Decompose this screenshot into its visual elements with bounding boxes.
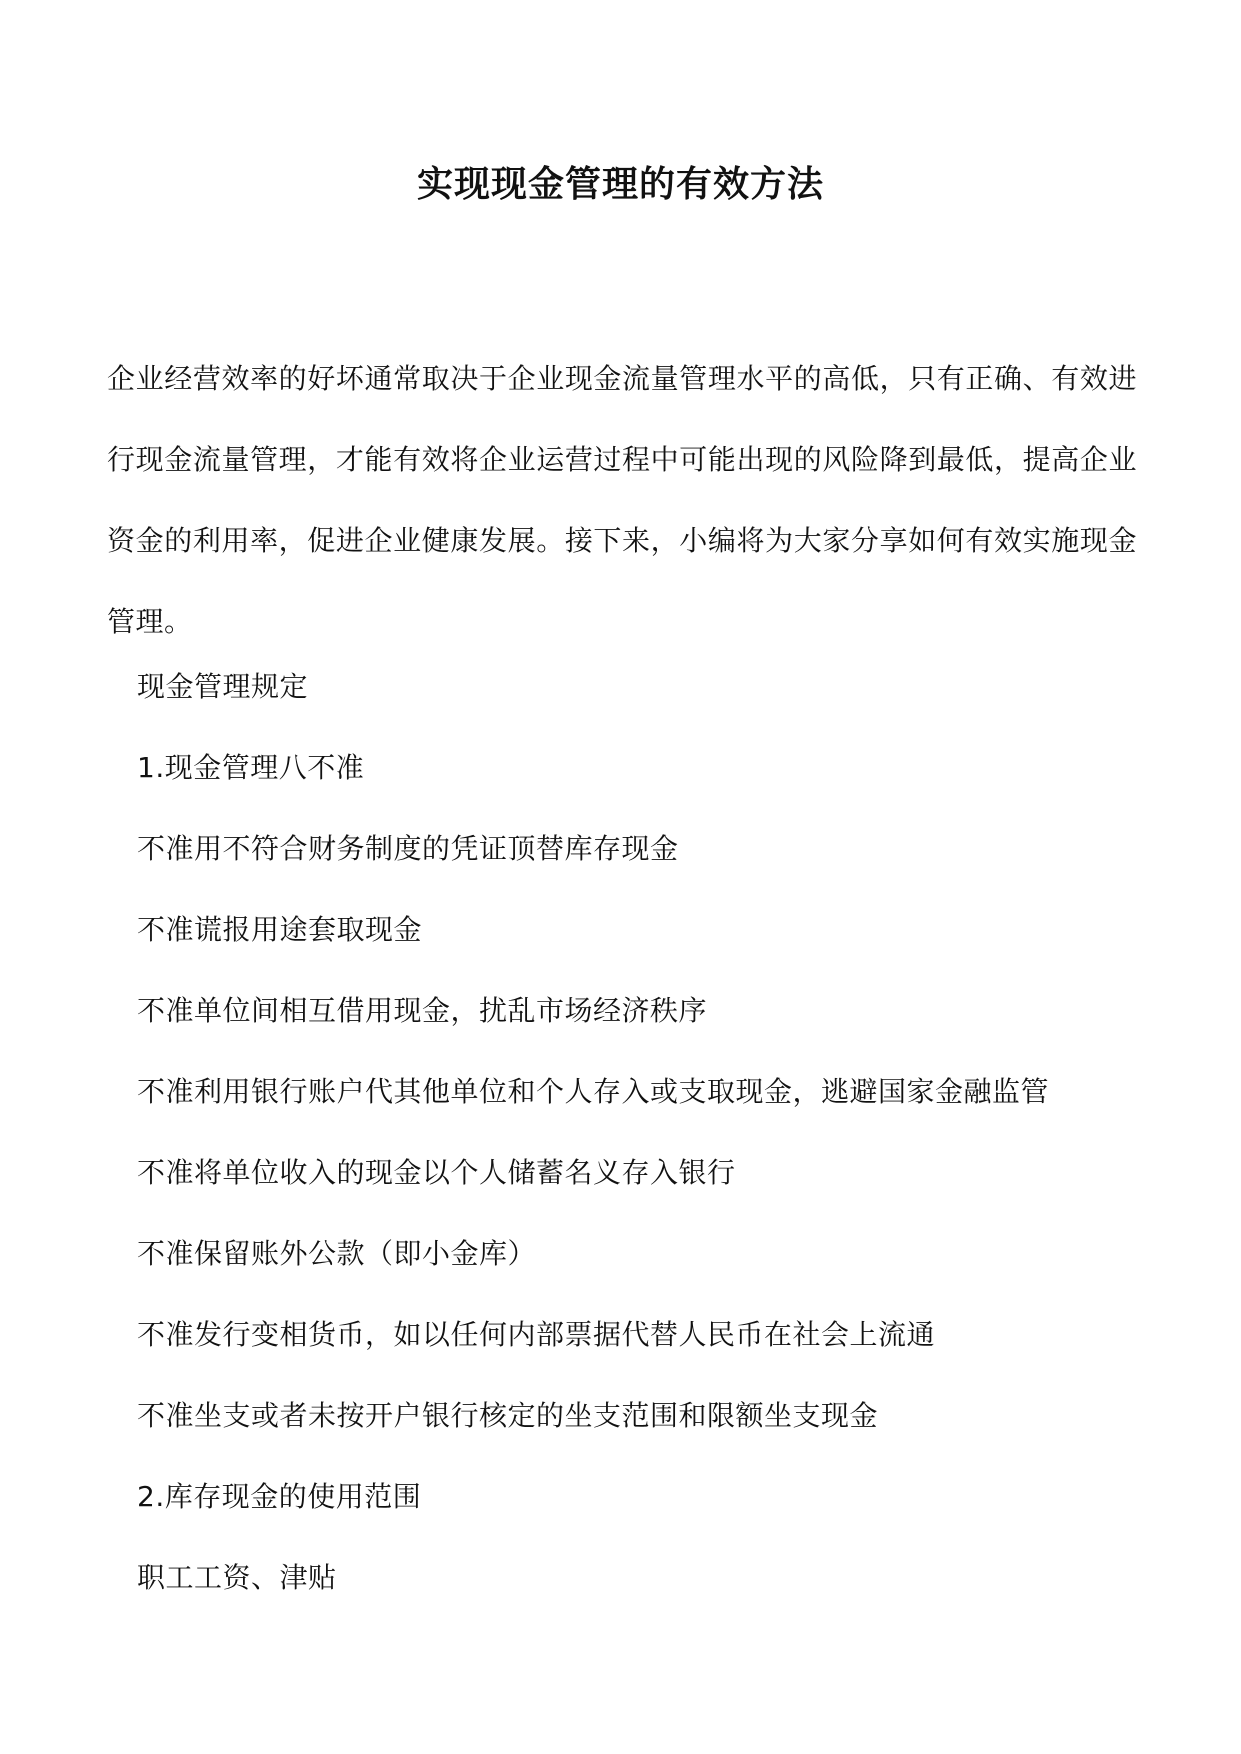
usage-item: 职工工资、津贴 xyxy=(137,1561,337,1594)
rule-item: 不准用不符合财务制度的凭证顶替库存现金 xyxy=(137,832,679,865)
rule-item: 不准谎报用途套取现金 xyxy=(137,913,423,946)
rule-item: 不准发行变相货币，如以任何内部票据代替人民币在社会上流通 xyxy=(137,1318,936,1351)
rule-item: 不准将单位收入的现金以个人储蓄名义存入银行 xyxy=(137,1156,736,1189)
rule-item: 不准单位间相互借用现金，扰乱市场经济秩序 xyxy=(137,994,708,1027)
rule-item: 不准利用银行账户代其他单位和个人存入或支取现金，逃避国家金融监管 xyxy=(137,1075,1050,1108)
rule-item: 不准保留账外公款（即小金库） xyxy=(137,1237,537,1270)
document-title: 实现现金管理的有效方法 xyxy=(416,163,824,205)
subheading-cash-usage: 2.库存现金的使用范围 xyxy=(137,1480,422,1513)
section-heading: 现金管理规定 xyxy=(137,670,309,703)
intro-paragraph: 企业经营效率的好坏通常取决于企业现金流量管理水平的高低，只有正确、有效进行现金流量管理，才能有效将企业运营过程中可能出现的风险降到最低，提高企业资金的利用率，促进企业健康发展。接下来，小编将为大家分享如何有效实施现金管理。 xyxy=(107,362,1137,638)
subheading-eight-rules: 1.现金管理八不准 xyxy=(137,751,365,784)
rule-item: 不准坐支或者未按开户银行核定的坐支范围和限额坐支现金 xyxy=(137,1399,879,1432)
